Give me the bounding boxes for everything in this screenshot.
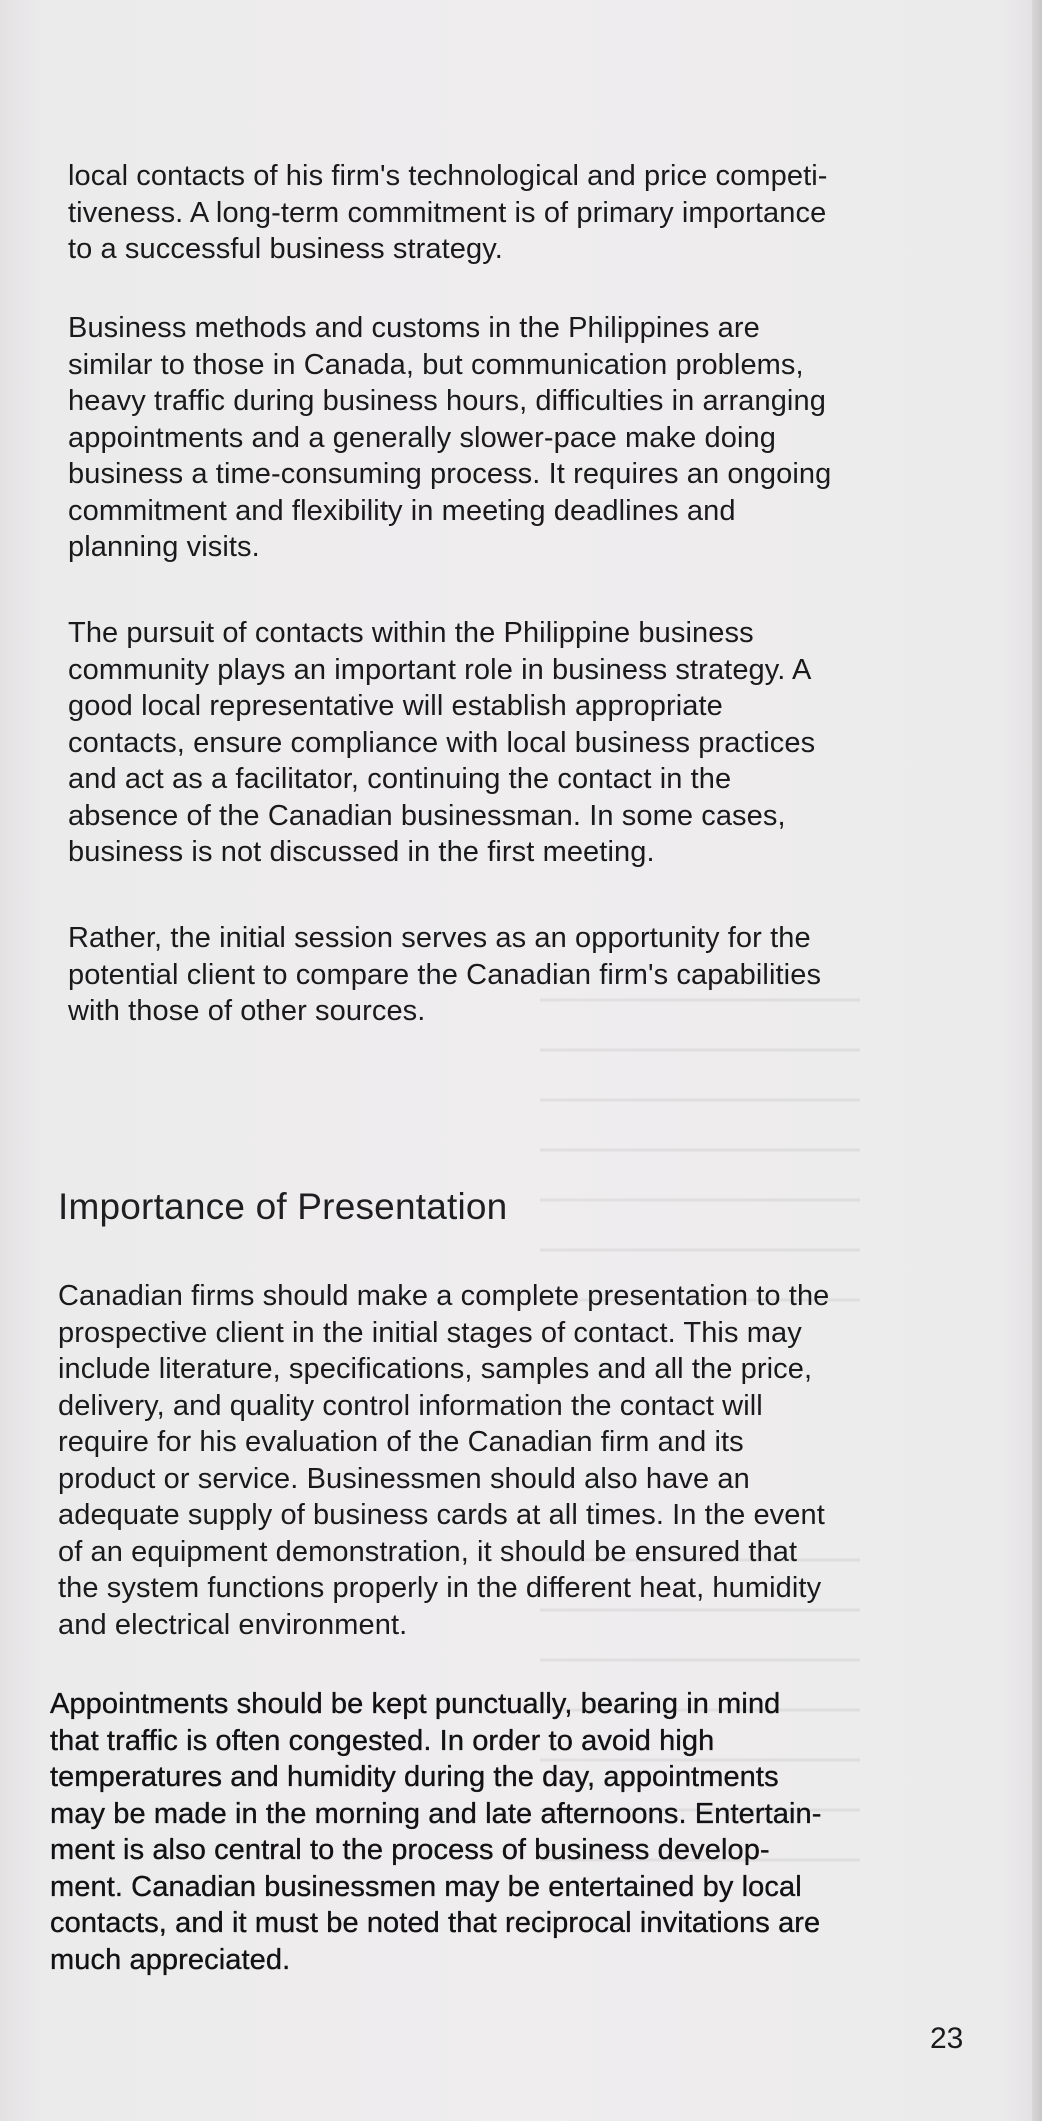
text-line: to a successful business strategy. [68, 233, 503, 265]
text-line: and act as a facilitator, continuing the contact in the [68, 763, 732, 795]
text-line: Rather, the initial session serves as an opportunity for the [68, 922, 811, 954]
text-line: appointments and a generally slower-pace make doing [68, 421, 776, 454]
text-line: Canadian firms should make a complete presentation to the [58, 1280, 830, 1312]
paragraph-3 [68, 615, 968, 871]
section-heading: Importance of Presentation [58, 1186, 508, 1227]
paragraph-2 [68, 310, 968, 566]
text-line: adequate supply of business cards at all times. In the event [58, 1499, 825, 1531]
text-line: business is not discussed in the first meeting. [68, 836, 655, 868]
page-number: 23 [930, 2022, 964, 2055]
text-line: potential client to compare the Canadian firm's capabilities [68, 958, 822, 991]
paragraph-1 [68, 158, 968, 268]
text-line: and electrical environment. [58, 1608, 408, 1641]
text-line: temperatures and humidity during the day, appointments [50, 1761, 779, 1793]
text-line: The pursuit of contacts within the Philippine business [68, 617, 754, 649]
text-line: product or service. Businessmen should also have an [58, 1462, 750, 1495]
text-line: heavy traffic during business hours, difficulties in arranging [68, 385, 826, 417]
text-line: contacts, and it must be noted that reciprocal invitations are [50, 1907, 821, 1939]
text-line: much appreciated. [50, 1943, 291, 1976]
text-line: that traffic is often congested. In order to avoid high [50, 1724, 715, 1757]
page-edge-shadow [1032, 0, 1042, 2121]
text-line: Business methods and customs in the Philippines are [68, 312, 760, 344]
text-line: planning visits. [68, 531, 260, 563]
text-line: Appointments should be kept punctually, bearing in mind [50, 1688, 781, 1720]
text-line: ment. Canadian businessmen may be entertained by local [50, 1870, 802, 1903]
text-line: include literature, specifications, samples and all the price, [58, 1353, 813, 1385]
section-paragraph-2 [50, 1686, 950, 1978]
text-line: the system functions properly in the different heat, humidity [58, 1572, 822, 1604]
text-line: similar to those in Canada, but communication problems, [68, 348, 804, 381]
text-line: commitment and flexibility in meeting deadlines and [68, 494, 736, 527]
text-line: require for his evaluation of the Canadian firm and its [58, 1426, 744, 1458]
section-paragraph-1 [58, 1278, 958, 1643]
text-line: business a time-consuming process. It requires an ongoing [68, 458, 832, 490]
text-line: contacts, ensure compliance with local business practices [68, 726, 816, 759]
text-line: community plays an important role in business strategy. A [68, 653, 812, 686]
text-line: absence of the Canadian businessman. In some cases, [68, 799, 786, 832]
text-line: tiveness. A long-term commitment is of primary importance [68, 196, 827, 229]
text-line: ment is also central to the process of business develop- [50, 1834, 770, 1866]
text-line: good local representative will establish appropriate [68, 690, 723, 722]
text-line: prospective client in the initial stages of contact. This may [58, 1316, 802, 1349]
text-line: with those of other sources. [68, 995, 426, 1027]
text-line: delivery, and quality control information the contact will [58, 1389, 763, 1422]
text-line: of an equipment demonstration, it should be ensured that [58, 1535, 798, 1568]
text-line: local contacts of his firm's technological and price competi- [68, 160, 828, 192]
text-line: may be made in the morning and late afternoons. Entertain- [50, 1797, 822, 1830]
paragraph-4 [68, 920, 968, 1030]
